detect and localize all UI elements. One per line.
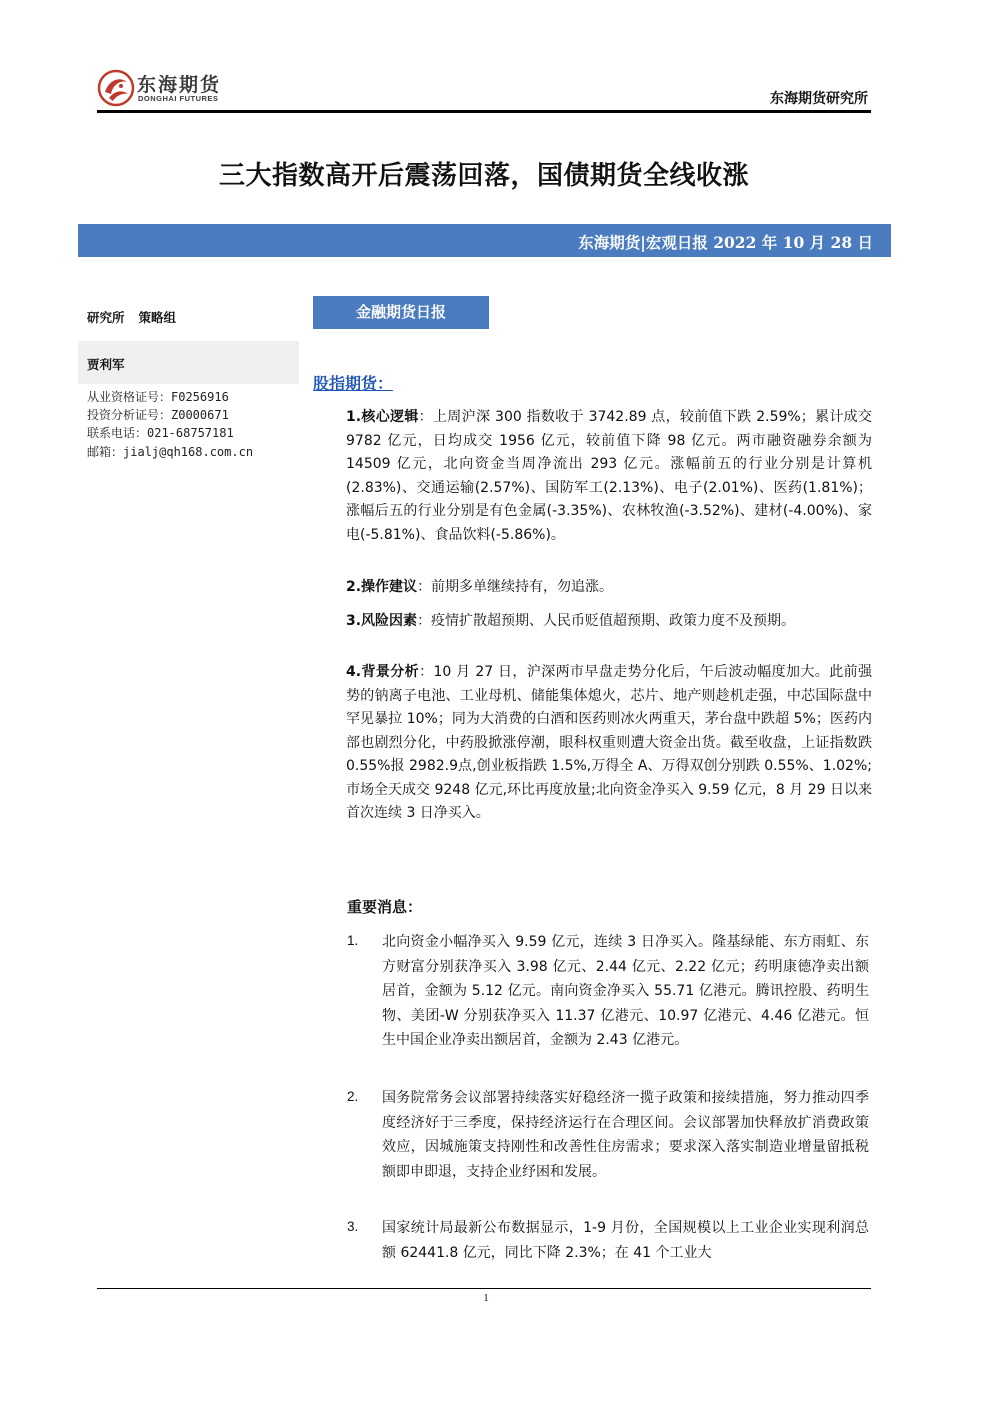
item-risk-factors: [346, 610, 872, 634]
item-text: ：10 月 27 日，沪深两市早盘走势分化后，午后波动幅度加大。此前强势的钠离子电池、工业母机、储能集体熄火，芯片、地产则趁机走强，中芯国际盘中罕见暴拉 10%；同为大消费的白酒和医药则冰火两重天，茅台盘中跌超 5%；医药内部也剧烈分化，中药股掀涨停潮，眼科权重则遭大资金出货。截至收盘，上证指数跌 0.55%报 2982.9点,创业板指跌 1.5%,万得全 A、万得双创分别跌 0.55%、1.02%;市场全天成交 9248 亿元,环比再度放量;北向资金净买入 9.59 亿元，8 月 29 日以来首次连续 3 日净买入。: [346, 664, 873, 821]
department-line: [87, 308, 190, 326]
subsection-heading: 股指期货：: [313, 374, 394, 393]
item-label: 4.背景分析: [346, 664, 420, 680]
item-text: ：疫情扩散超预期、人民币贬值超预期、政策力度不及预期。: [417, 613, 796, 629]
report-banner: [78, 224, 891, 257]
analyst-box: [78, 341, 299, 384]
group-label: 策略组: [138, 310, 177, 325]
footer-rule: [97, 1288, 871, 1289]
analyst-name: 贾利军: [87, 357, 125, 372]
item-background: [346, 661, 872, 826]
page-title: 三大指数高开后震荡回落，国债期货全线收涨: [218, 161, 749, 191]
logo-mark-icon: [97, 68, 135, 108]
contact-qualification: 从业资格证号：F0256916: [87, 390, 229, 404]
contact-analysis-cert: 投资分析证号：Z0000671: [87, 408, 229, 422]
contact-email: 邮箱：jialj@qh168.com.cn: [87, 445, 254, 459]
news-number: 3.: [347, 1219, 359, 1234]
news-item: 国务院常务会议部署持续落实好稳经济一揽子政策和接续措施，努力推动四季度经济好于三季度，保持经济运行在合理区间。会议部署加快释放扩消费政策效应，因城施策支持刚性和改善性住房需求；要求深入落实制造业增量留抵税额即申即退，支持企业纾困和发展。: [382, 1090, 869, 1180]
item-label: 3.风险因素: [346, 613, 418, 629]
news-number: 1.: [347, 933, 359, 948]
contact-phone: 联系电话：021-68757181: [87, 426, 234, 440]
item-text: ：前期多单继续持有，勿追涨。: [417, 579, 614, 595]
section-tab: 金融期货日报: [313, 296, 489, 329]
item-label: 1.核心逻辑: [346, 409, 419, 425]
news-item: 国家统计局最新公布数据显示，1-9 月份，全国规模以上工业企业实现利润总额 62441.8 亿元，同比下降 2.3%；在 41 个工业大: [382, 1220, 869, 1261]
department-label: 研究所: [87, 310, 125, 325]
news-number: 2.: [347, 1089, 359, 1104]
item-core-logic: [346, 406, 872, 547]
header-institute: 东海期货研究所: [770, 91, 868, 107]
page-number: 1: [483, 1292, 489, 1304]
item-label: 2.操作建议: [346, 579, 418, 595]
logo-text-cn: 东海期货: [137, 74, 222, 96]
company-logo: [97, 68, 227, 108]
logo-text-en: DONGHAI FUTURES: [138, 94, 219, 103]
item-operation-advice: [346, 576, 872, 600]
item-text: ：上周沪深 300 指数收于 3742.89 点，较前值下跌 2.59%；累计成交 9782 亿元，日均成交 1956 亿元，较前值下降 98 亿元。两市融资融券余额为 14509 亿元，北向资金当周净流出 293 亿元。涨幅前五的行业分别是计算机(2.83%)、交通运输(2.57%)、国防军工(2.13%)、电子(2.01%)、医药(1.81%)；涨幅后五的行业分别是有色金属(-3.35%)、农林牧渔(-3.52%)、建材(-4.00%)、家电(-5.81%)、食品饮料(-5.86%)。: [346, 409, 873, 543]
news-item: 北向资金小幅净买入 9.59 亿元，连续 3 日净买入。隆基绿能、东方雨虹、东方财富分别获净买入 3.98 亿元、2.44 亿元、2.22 亿元；药明康德净卖出额居首，金额为 5.12 亿元。南向资金净买入 55.71 亿港元。腾讯控股、药明生物、美团-W 分别获净买入 11.37 亿港元、10.97 亿港元、4.46 亿港元。恒生中国企业净卖出额居首，金额为 2.43 亿港元。: [382, 934, 869, 1048]
header-rule: [97, 110, 871, 113]
report-banner-text: 东海期货|宏观日报 2022 年 10 月 28 日: [578, 233, 873, 252]
news-heading: 重要消息：: [347, 898, 423, 916]
